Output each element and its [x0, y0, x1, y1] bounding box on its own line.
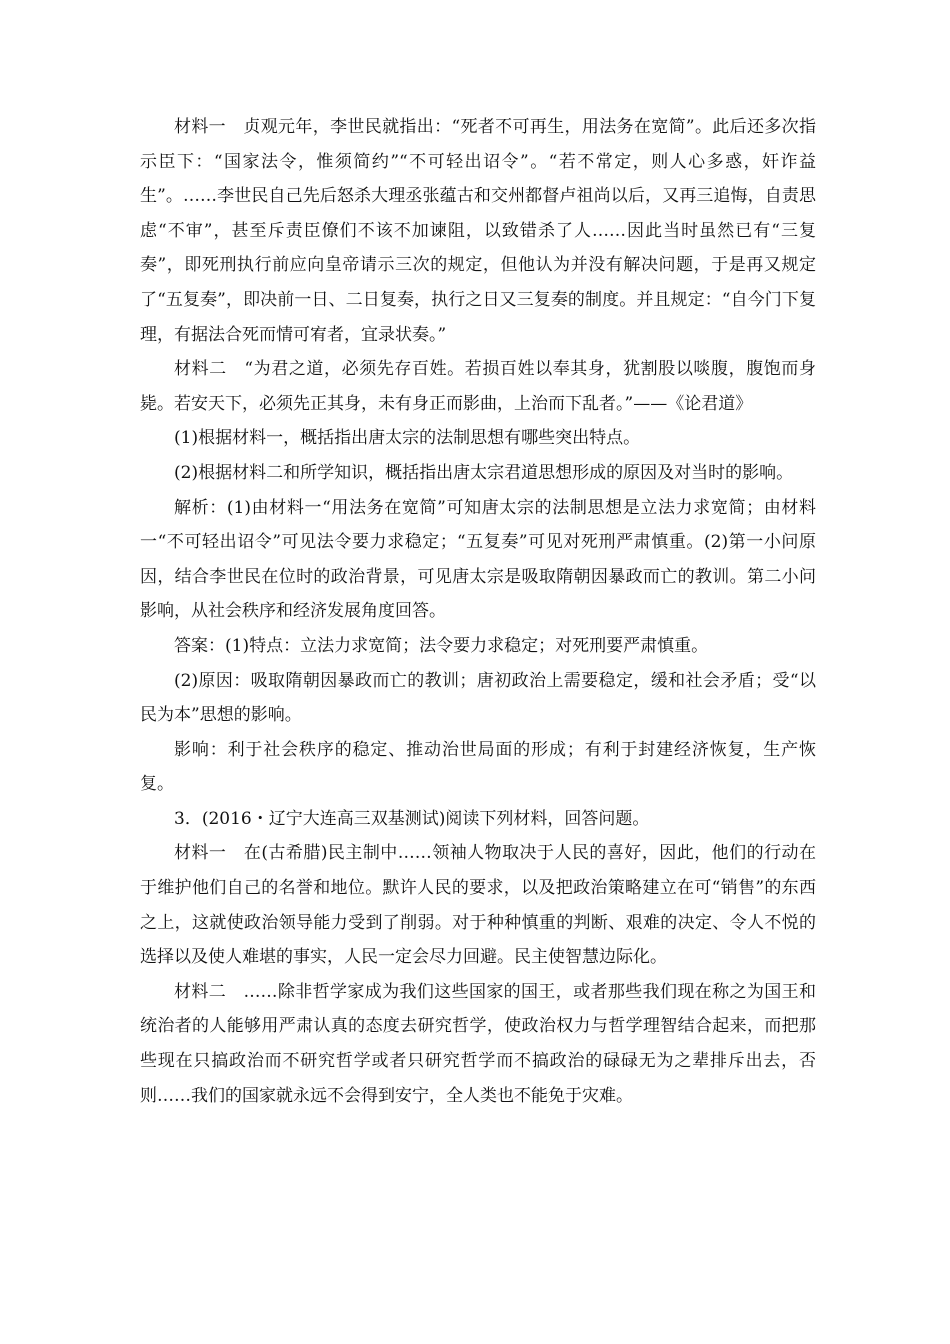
answer-paragraph-2: (2)原因：吸取隋朝因暴政而亡的教训；唐初政治上需要稳定，缓和社会矛盾；受“以民为本”思想的影响。 — [140, 670, 816, 726]
material-2-paragraph: 材料二 “为君之道，必须先存百姓。若损百姓以奉其身，犹割股以啖腹，腹饱而身毙。若安天下，必须先正其身，未有身正而影曲，上治而下乱者。”——《论君道》 — [140, 359, 816, 414]
answer-paragraph-1: 答案：(1)特点：立法力求宽简；法令要力求稳定；对死刑要严肃慎重。 — [174, 635, 709, 656]
q3-material-1-paragraph: 材料一 在(古希腊)民主制中……领袖人物取决于人民的喜好，因此，他们的行动在于维护他们自己的名誉和地位。默许人民的要求，以及把政治策略建立在可“销售”的东西之上，这就使政治领导能力受到了削弱。对于种种慎重的判断、艰难的决定、令人不悦的选择以及使人难堪的事实，人民一定会尽力回避。民主使智慧边际化。 — [140, 843, 816, 968]
question-3-heading: 3．(2016・辽宁大连高三双基测试)阅读下列材料，回答问题。 — [174, 808, 650, 829]
material-1-paragraph: 材料一 贞观元年，李世民就指出：“死者不可再生，用法务在宽简”。此后还多次指示臣下：“国家法令，惟须简约”“不可轻出诏令”。“若不常定，则人心多惑，奸诈益生”。……李世民自己先后怒杀大理丞张蕴古和交州都督卢祖尚以后，又再三追悔，自责思虑“不审”，甚至斥责臣僚们不该不加谏阻，以致错杀了人……因此当时虽然已有“三复奏”，即死刑执行前应向皇帝请示三次的规定，但他认为并没有解决问题，于是再又规定了“五复奏”，即决前一日、二日复奏，执行之日又三复奏的制度。并且规定：“自今门下复理，有据法合死而情可宥者，宜录状奏。” — [140, 117, 816, 345]
document-body — [140, 110, 816, 1113]
question-2: (2)根据材料二和所学知识，概括指出唐太宗君道思想形成的原因及对当时的影响。 — [174, 462, 794, 483]
analysis-paragraph: 解析：(1)由材料一“用法务在宽简”可知唐太宗的法制思想是立法力求宽简；由材料一“不可轻出诏令”可见法令要力求稳定；“五复奏”可见对死刑严肃慎重。(2)第一小问原因，结合李世民在位时的政治背景，可见唐太宗是吸取隋朝因暴政而亡的教训。第二小问影响，从社会秩序和经济发展角度回答。 — [140, 497, 816, 622]
question-1: (1)根据材料一，概括指出唐太宗的法制思想有哪些突出特点。 — [174, 428, 641, 449]
q3-material-2-paragraph: 材料二 ……除非哲学家成为我们这些国家的国王，或者那些我们现在称之为国王和统治者的人能够用严肃认真的态度去研究哲学，使政治权力与哲学理智结合起来，而把那些现在只搞政治而不研究哲学或者只研究哲学而不搞政治的碌碌无为之辈排斥出去，否则……我们的国家就永远不会得到安宁，全人类也不能免于灾难。 — [140, 981, 816, 1106]
answer-paragraph-3: 影响：利于社会秩序的稳定、推动治世局面的形成；有利于封建经济恢复，生产恢复。 — [140, 739, 816, 795]
